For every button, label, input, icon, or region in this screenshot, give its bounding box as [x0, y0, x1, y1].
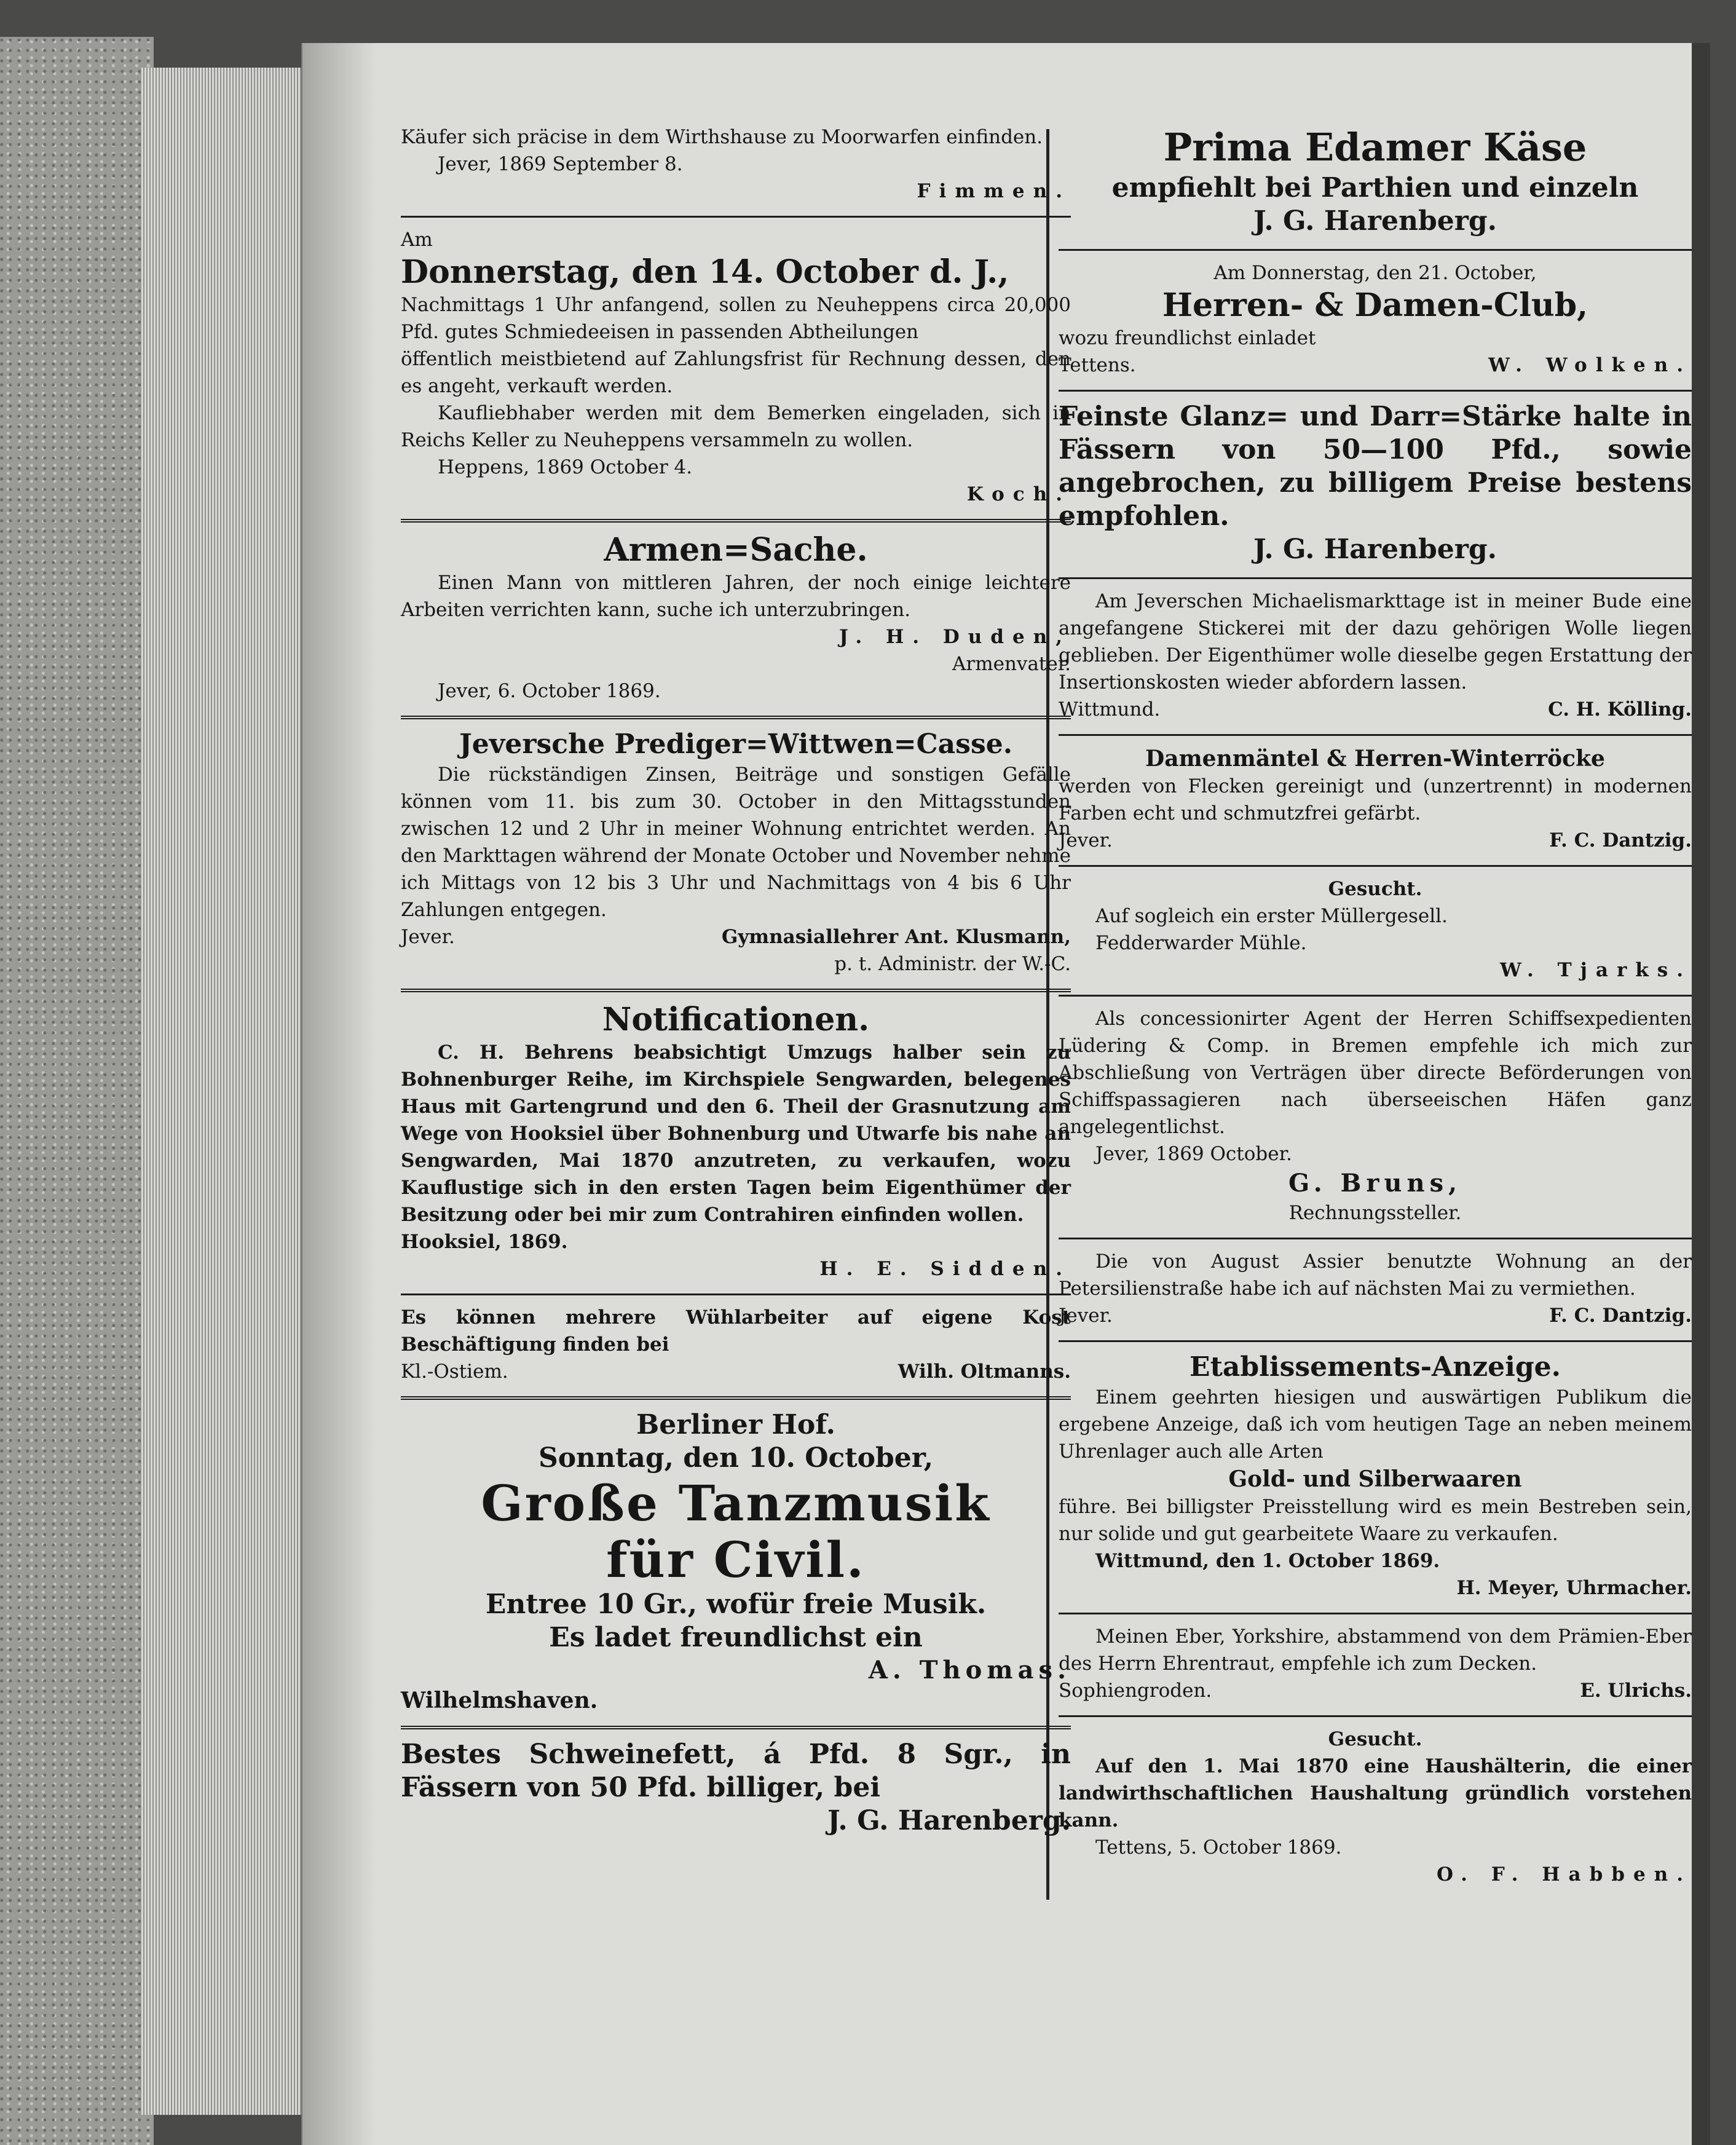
ad-place: Wittmund.	[1059, 698, 1161, 721]
ad-place-date: Hooksiel, 1869.	[401, 1231, 568, 1253]
ad-headline: Herren- & Damen-Club,	[1162, 286, 1588, 324]
ad-divider	[1059, 995, 1692, 997]
left-column	[401, 120, 1071, 1844]
ad-divider	[1059, 734, 1692, 736]
ad-etablissements-anzeige	[1059, 1347, 1692, 1608]
ad-headline: Armen=Sache.	[604, 531, 868, 569]
ad-divider	[1059, 249, 1692, 251]
ad-wuehlarbeiter	[401, 1300, 1071, 1391]
right-column	[1059, 120, 1692, 1894]
page-stack-edges	[141, 68, 307, 2115]
ad-divider	[401, 1396, 1071, 1400]
ad-role: p. t. Administr. der W.-C.	[834, 953, 1071, 975]
ad-wohnung	[1059, 1244, 1692, 1335]
ad-role: Armenvater.	[952, 653, 1071, 675]
ad-signature: F. C. Dantzig.	[1549, 1305, 1692, 1327]
ad-venue: Berliner Hof.	[636, 1409, 835, 1440]
ad-prediger-wittwen-casse	[401, 724, 1071, 984]
ad-place-date: Jever, 6. October 1869.	[438, 680, 661, 702]
ad-text: Die rückständigen Zinsen, Beiträge und sonstigen Gefälle können vom 11. bis zum 30. October in den Mittagsstunden zwischen 12 und 2 Uhr in meiner Wohnung entrichtet werden. An den Markttagen während der Monate October und November nehme ich Mittags von 12 bis 3 Uhr und Nachmittags von 4 bis 6 Uhr Zahlungen entgegen.	[401, 764, 1071, 921]
ad-signature: J. G. Harenberg.	[827, 1805, 1071, 1836]
ad-signature: H. E. Sidden.	[819, 1258, 1071, 1280]
ad-signature: G. Bruns,	[1288, 1169, 1462, 1198]
ad-signature: E. Ulrichs.	[1580, 1680, 1692, 1702]
ad-schiffsagent	[1059, 1001, 1692, 1233]
ad-place-date: Tettens, 5. October 1869.	[1095, 1836, 1342, 1859]
ad-headline: Gesucht.	[1328, 1728, 1422, 1750]
ad-text: Die von August Assier benutzte Wohnung an der Petersilienstraße habe ich auf nächsten Mai zu vermiethen.	[1059, 1250, 1692, 1300]
ad-signature: A. Thomas.	[868, 1656, 1071, 1685]
ad-divider	[1059, 1340, 1692, 1342]
ad-signature: F. C. Dantzig.	[1549, 829, 1692, 851]
ad-headline: Etablissements-Anzeige.	[1190, 1351, 1561, 1383]
ad-signature: J. G. Harenberg.	[1253, 534, 1497, 565]
ad-signature: Fimmen.	[917, 180, 1071, 202]
ad-footer-row	[1059, 696, 1692, 723]
ad-preline: Am	[401, 229, 433, 251]
ad-place-date: Jever, 1869 September 8.	[438, 153, 683, 175]
ad-divider	[401, 216, 1071, 218]
ad-notificationen	[401, 997, 1071, 1289]
ad-text: Einen Mann von mittleren Jahren, der noch einige leichtere Arbeiten verrichten kann, suche ich unterzubringen.	[401, 572, 1071, 621]
ad-place: Kl.-Ostiem.	[401, 1361, 508, 1383]
ad-entry-line: Entree 10 Gr., wofür freie Musik.	[485, 1589, 987, 1620]
ad-text: Als concessionirter Agent der Herren Schiffsexpedienten Lüdering & Comp. in Bremen empfehle ich mich zur Abschließung von Verträgen über directe Beförderungen von Schiffspassagieren nach überseeischen Häfen ganz angelegentlichst.	[1059, 1008, 1692, 1138]
ad-text: C. H. Behrens beabsichtigt Umzugs halber sein zu Bohnenburger Reihe, im Kirchspiele Sengwarden, belegenes Haus mit Gartengrund und den 6. Theil der Grasnutzung am Wege von Hooksiel über Bohnenburg und Utwarfe bis nahe an Sengwarden, Mai 1870 anzutreten, zu verkaufen, wozu Kauflustige sich in den ersten Tagen beim Eigenthümer der Besitzung oder bei mir zum Contrahiren einfinden wollen.	[401, 1041, 1071, 1226]
ad-divider	[1059, 390, 1692, 392]
ad-text: Es können mehrere Wühlarbeiter auf eigene Kost Beschäftigung finden bei	[401, 1306, 1071, 1356]
ad-damenmaentel	[1059, 741, 1692, 860]
ad-paragraph: öffentlich meistbietend auf Zahlungsfrist für Rechnung dessen, den es angeht, verkauft werden.	[401, 348, 1071, 397]
ad-signature: W. Wolken.	[1488, 354, 1692, 376]
ad-role: Rechnungssteller.	[1288, 1202, 1462, 1224]
ad-divider	[401, 989, 1071, 992]
ad-divider	[1059, 1238, 1692, 1239]
ad-place: Tettens.	[1059, 354, 1136, 376]
ad-text: werden von Flecken gereinigt und (unzertrennt) in modernen Farben echt und schmutzfrei gefärbt.	[1059, 775, 1692, 824]
ad-place-date: Heppens, 1869 October 4.	[438, 456, 693, 478]
ad-signature: O. F. Habben.	[1436, 1863, 1692, 1886]
ad-place: Jever.	[1059, 1305, 1113, 1327]
ad-gesucht-haushaelterin	[1059, 1722, 1692, 1894]
ad-divider	[1059, 1613, 1692, 1614]
ad-place: Sophiengroden.	[1059, 1680, 1212, 1702]
ad-signature: C. H. Kölling.	[1548, 698, 1692, 721]
ad-line: Auf sogleich ein erster Müllergesell.	[1095, 905, 1448, 927]
ad-footer-row	[1059, 1302, 1692, 1329]
ad-headline-2: für Civil.	[606, 1531, 866, 1589]
ad-preline: Am Donnerstag, den 21. October,	[1213, 262, 1537, 284]
ad-footer-row	[1059, 352, 1692, 379]
ad-divider	[401, 716, 1071, 719]
ad-schweinefett	[401, 1734, 1071, 1844]
ad-headline: Gesucht.	[1328, 878, 1422, 900]
ad-paragraph: Nachmittags 1 Uhr anfangend, sollen zu Neuheppens circa 20,000 Pfd. gutes Schmiedeeisen in passenden Abtheilungen	[401, 294, 1071, 343]
ad-divider	[1059, 1715, 1692, 1717]
ad-signature: H. Meyer, Uhrmacher.	[1456, 1577, 1692, 1599]
ad-auction-neuheppens	[401, 223, 1071, 514]
ad-place: Jever.	[1059, 829, 1113, 851]
ad-invite-line: Es ladet freundlichst ein	[549, 1622, 923, 1653]
ad-text: Feinste Glanz= und Darr=Stärke halte in Fässern von 50—100 Pfd., sowie angebrochen, zu billigem Preise bestens empfohlen.	[1059, 401, 1692, 532]
page-right-edge	[1692, 43, 1710, 2145]
ad-place-date: Jever, 1869 October.	[1095, 1143, 1292, 1165]
ad-gesucht-muellergesell	[1059, 872, 1692, 990]
ad-subheadline: Gold- und Silberwaaren	[1228, 1466, 1522, 1492]
ad-eber	[1059, 1619, 1692, 1710]
ad-line: wozu freundlichst einladet	[1059, 327, 1316, 349]
ad-date-line: Sonntag, den 10. October,	[538, 1442, 934, 1474]
ad-divider	[401, 519, 1071, 523]
ad-signature: W. Tjarks.	[1500, 959, 1692, 981]
ad-paragraph: Kaufliebhaber werden mit dem Bemerken eingeladen, sich in Reichs Keller zu Neuheppens versammeln zu wollen.	[401, 402, 1071, 451]
ad-headline: Donnerstag, den 14. October d. J.,	[401, 253, 1009, 291]
ad-berliner-hof	[401, 1405, 1071, 1721]
ad-paragraph: Einem geehrten hiesigen und auswärtigen Publikum die ergebene Anzeige, daß ich vom heutigen Tage an neben meinem Uhrenlager auch alle Arten	[1059, 1386, 1692, 1463]
page-gutter-shadow	[302, 43, 376, 2145]
ad-edamer-kaese	[1059, 120, 1692, 244]
ad-headline: Jeversche Prediger=Wittwen=Casse.	[459, 729, 1013, 760]
ad-text: Meinen Eber, Yorkshire, abstammend von dem Prämien-Eber des Herrn Ehrentraut, empfehle ich zum Decken.	[1059, 1626, 1692, 1675]
ad-place: Wilhelmshaven.	[401, 1688, 598, 1713]
ad-divider	[1059, 865, 1692, 867]
ad-line: empfiehlt bei Parthien und einzeln	[1111, 172, 1639, 203]
newspaper-page	[301, 43, 1710, 2145]
ad-line: Fedderwarder Mühle.	[1095, 932, 1307, 954]
ad-divider	[401, 1726, 1071, 1729]
ad-text: Käufer sich präcise in dem Wirthshause zu Moorwarfen einfinden.	[401, 126, 1043, 148]
ad-text: Am Jeverschen Michaelismarkttage ist in meiner Bude eine angefangene Stickerei mit der dazu gehörigen Wolle liegen geblieben. Der Eigenthümer wolle dieselbe gegen Erstattung der Insertionskosten wieder abfordern lassen.	[1059, 590, 1692, 693]
ad-divider	[401, 1294, 1071, 1295]
ad-signature: J. H. Duden,	[839, 626, 1071, 648]
ad-headline: Damenmäntel & Herren-Winterröcke	[1145, 746, 1605, 772]
ad-text: Auf den 1. Mai 1870 eine Haushälterin, die einer landwirthschaftlichen Haushaltung gründlich vorstehen kann.	[1059, 1755, 1692, 1831]
ad-herren-damen-club	[1059, 256, 1692, 385]
ad-moorwarfen	[401, 120, 1071, 211]
ad-footer-row	[401, 923, 1071, 950]
ad-armen-sache	[401, 527, 1071, 711]
ad-footer-row	[401, 1358, 1071, 1385]
ad-footer-row	[1059, 1677, 1692, 1704]
ad-divider	[1059, 577, 1692, 579]
book-cover-edge	[0, 37, 154, 2145]
ad-signature: Gymnasiallehrer Ant. Klusmann,	[721, 926, 1071, 948]
ad-signature: Wilh. Oltmanns.	[898, 1361, 1071, 1383]
ad-footer-row	[1059, 827, 1692, 854]
ad-signature: J. G. Harenberg.	[1253, 205, 1497, 237]
ad-headline: Große Tanzmusik	[481, 1474, 991, 1532]
ad-stickerei	[1059, 584, 1692, 729]
ad-place: Jever.	[401, 926, 455, 948]
ad-text: Bestes Schweinefett, á Pfd. 8 Sgr., in Fässern von 50 Pfd. billiger, bei	[401, 1739, 1071, 1803]
ad-place-date: Wittmund, den 1. October 1869.	[1095, 1550, 1440, 1572]
ad-headline: Prima Edamer Käse	[1163, 125, 1587, 170]
ad-staerke	[1059, 397, 1692, 572]
ad-headline: Notificationen.	[602, 1001, 870, 1038]
ad-signature: Koch.	[966, 483, 1071, 505]
ad-paragraph: führe. Bei billigster Preisstellung wird es mein Bestreben sein, nur solide und gut gearbeitete Waare zu verkaufen.	[1059, 1496, 1692, 1545]
